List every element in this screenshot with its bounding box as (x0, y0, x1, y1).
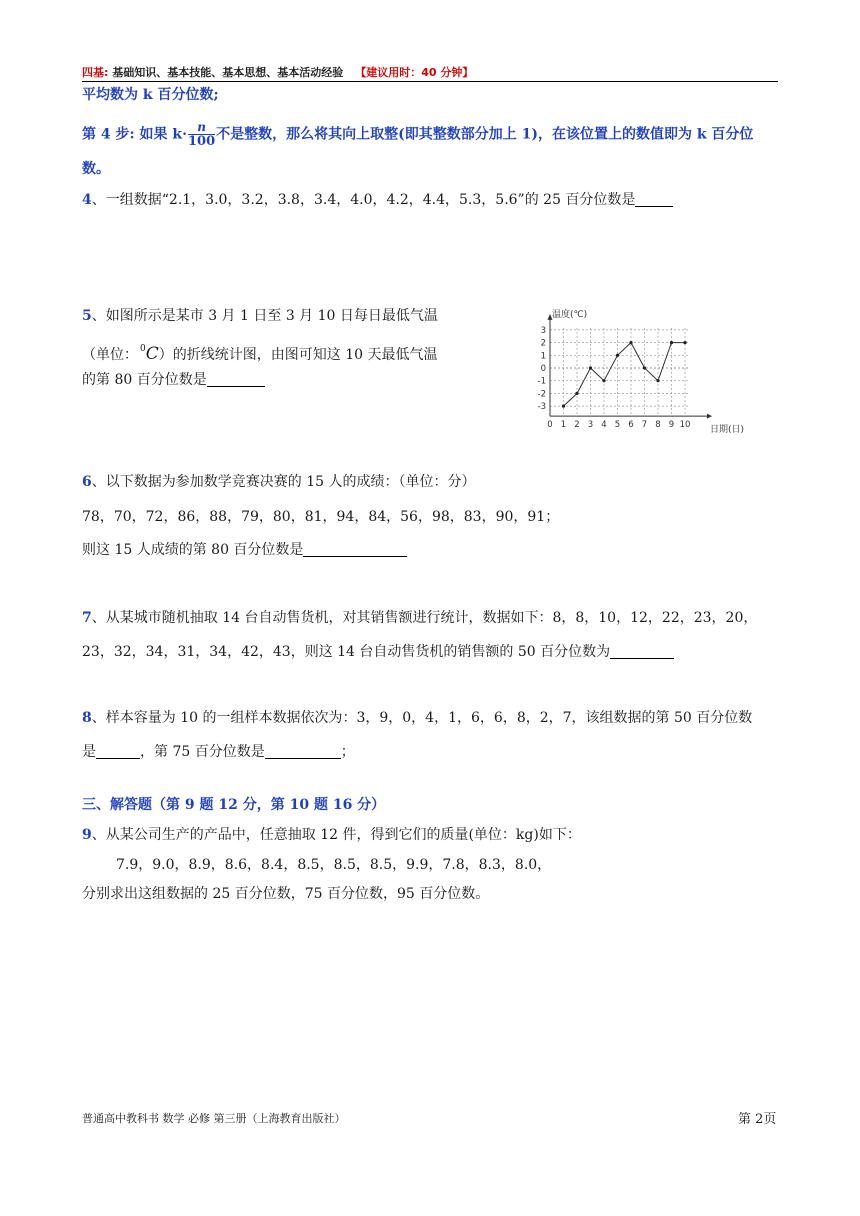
chart-ylabel: 温度(℃) (552, 310, 588, 320)
temperature-line-chart (528, 300, 745, 440)
question-text: 、从某公司生产的产品中，任意抽取 12 件，得到它们的质量(单位：kg)如下： (91, 827, 581, 843)
question-text: 、样本容量为 10 的一组样本数据依次为：3，9，0，4，1，6，6，8，2，7，该组数据的第 50 百分位数 (91, 710, 753, 726)
x-tick-label: 4 (601, 420, 607, 431)
chart-series (562, 341, 687, 408)
page-header (82, 64, 473, 80)
unit-symbol: C (145, 344, 159, 364)
question-text: 是 (82, 744, 96, 760)
question-text: 、一组数据“2.1，3.0，3.2，3.8，3.4，4.0，4.2，4.4，5.3，5.6”的 25 百分位数是 (91, 192, 636, 208)
unit-superscript: 0 (140, 344, 146, 354)
y-tick-label: 0 (540, 364, 546, 374)
question-number: 8 (82, 710, 92, 726)
header-tag: 四基 (82, 66, 104, 79)
intro-step4-end: 数。 (82, 161, 110, 177)
question-5-line2 (82, 340, 437, 364)
question-6-line1 (82, 473, 475, 491)
data-point (683, 341, 686, 344)
question-number: 4 (82, 192, 92, 208)
x-tick-label: 2 (574, 420, 580, 431)
x-tick-label: 8 (655, 420, 661, 431)
header-rule (82, 81, 778, 82)
question-9-line3: 分别求出这组数据的 25 百分位数，75 百分位数，95 百分位数。 (82, 886, 490, 902)
question-text: ，第 75 百分位数是 (140, 744, 265, 760)
temperature-line (564, 343, 686, 407)
chart-grid (550, 328, 689, 416)
x-tick-label: 0 (547, 420, 553, 431)
step4-fraction (188, 120, 215, 149)
question-text: 、如图所示是某市 3 月 1 日至 3 月 10 日每日最低气温 (91, 308, 438, 324)
answer-blank[interactable] (610, 643, 674, 659)
y-tick-label: 1 (540, 351, 546, 362)
footer-page-number: 第 2页 (738, 1112, 777, 1127)
fraction-denominator: 100 (187, 134, 216, 149)
x-tick-label: 5 (614, 420, 621, 431)
question-number: 5 (82, 308, 92, 324)
data-point (643, 366, 646, 369)
x-axis-arrow (707, 414, 712, 419)
step4-text-b: 不是整数，那么将其向上取整(即其整数部分加上 1)，在该位置上的数值即为 k 百分位 (216, 126, 754, 143)
x-tick-label: 9 (668, 420, 675, 431)
x-tick-label: 3 (587, 420, 594, 431)
intro-line1: 平均数为 k 百分位数; (82, 87, 219, 103)
data-point (629, 341, 632, 344)
data-point (602, 379, 605, 382)
chart-xlabel: 日期(日) (710, 425, 745, 435)
data-point (562, 405, 565, 408)
question-9-data: 7.9，9.0，8.9，8.6，8.4，8.5，8.5，8.5，9.9，7.8，8.3，8.0， (116, 857, 552, 873)
header-time: 【建议用时：40 分钟】 (355, 66, 474, 79)
y-tick-label: 3 (540, 325, 546, 336)
data-point (670, 341, 673, 344)
question-6-line3 (82, 541, 407, 559)
question-number: 7 (82, 610, 92, 626)
y-tick-label: -2 (537, 389, 546, 400)
question-text: 23，32，34，31，34，42，43，则这 14 台自动售货机的销售额的 50 百分位数为 (82, 644, 611, 660)
fraction-numerator: n (197, 120, 206, 134)
step4-text-a: 第 4 步: 如果 k· (82, 126, 187, 143)
question-text: ； (340, 744, 355, 760)
question-text: 则这 15 人成绩的第 80 百分位数是 (82, 542, 304, 558)
answer-blank-50[interactable] (96, 743, 140, 759)
question-8-line2 (82, 743, 355, 761)
x-tick-label: 6 (628, 420, 634, 431)
question-5-line3 (82, 371, 265, 389)
question-8-line1 (82, 709, 752, 727)
question-9-line1 (82, 826, 581, 844)
footer-book-title: 普通高中教科书 数学 必修 第三册（上海教育出版社） (82, 1112, 346, 1125)
question-5-line1 (82, 307, 438, 325)
question-6-line2: 78，70，72，86，88，79，80，81，94，84，56，98，83，90，91； (82, 509, 560, 525)
answer-blank[interactable] (635, 191, 673, 207)
answer-blank[interactable] (207, 371, 265, 387)
question-7-line2 (82, 643, 674, 661)
y-tick-label: -3 (537, 402, 546, 413)
intro-step4 (82, 120, 753, 149)
question-4 (82, 191, 673, 209)
question-number: 6 (82, 474, 92, 490)
question-text: 、从某城市随机抽取 14 台自动售货机，对其销售额进行统计，数据如下：8，8，10，12，22，23，20， (91, 610, 758, 626)
question-text: ）的折线统计图，由图可知这 10 天最低气温 (158, 347, 438, 363)
header-topics: 基础知识、基本技能、基本思想、基本活动经验 (112, 66, 344, 79)
data-point (616, 354, 619, 357)
x-tick-label: 1 (560, 420, 567, 431)
question-text: （单位： (82, 347, 138, 363)
question-number: 9 (82, 827, 92, 843)
question-text: 、以下数据为参加数学竞赛决赛的 15 人的成绩：（单位：分） (91, 474, 476, 490)
y-tick-label: -1 (537, 376, 546, 387)
data-point (589, 366, 592, 369)
x-tick-label: 7 (641, 420, 648, 431)
section-title: 三、解答题（第 9 题 12 分，第 10 题 16 分） (82, 797, 386, 813)
x-tick-label: 10 (679, 420, 691, 431)
data-point (575, 392, 578, 395)
data-point (656, 379, 659, 382)
y-tick-label: 2 (540, 338, 546, 349)
chart-tick-labels (538, 326, 691, 430)
question-7-line1 (82, 609, 757, 627)
question-text: 的第 80 百分位数是 (82, 372, 207, 388)
header-colon: : (104, 66, 109, 79)
answer-blank-75[interactable] (265, 743, 341, 759)
answer-blank[interactable] (303, 541, 407, 557)
